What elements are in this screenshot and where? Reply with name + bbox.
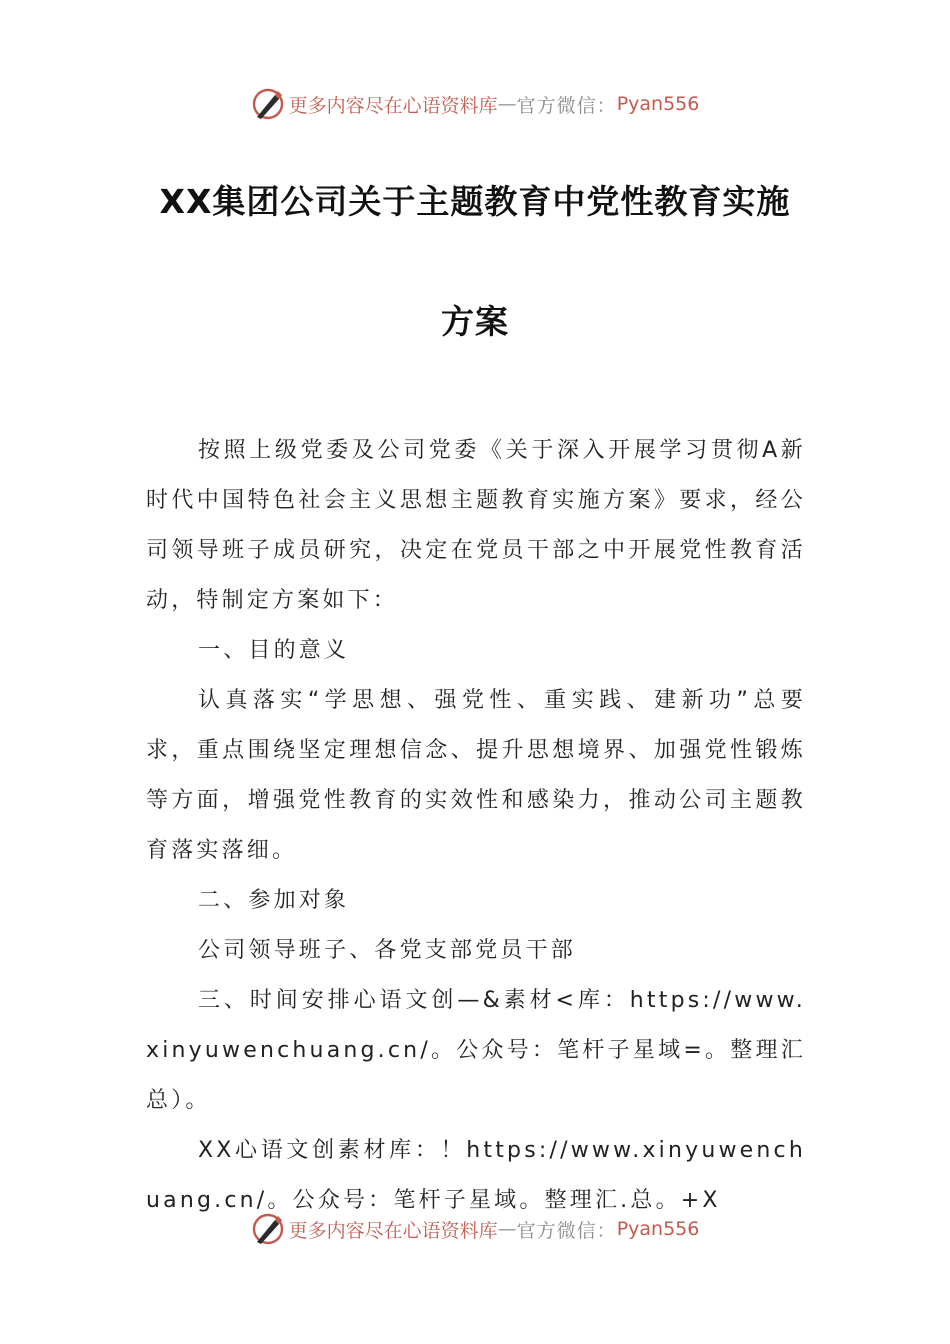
footer-wechat-id: Pyan556 — [616, 1218, 700, 1240]
paragraph-intro: 按照上级党委及公司党委《关于深入开展学习贯彻A新时代中国特色社会主义思想主题教育实施方案》要求，经公司领导班子成员研究，决定在党员干部之中开展党性教育活动，特制定方案如下： — [146, 438, 806, 613]
header-brand-text: 更多内容尽在心语资料库 — [288, 94, 498, 117]
paragraph-participants: 公司领导班子、各党支部党员干部 — [198, 938, 577, 963]
document-body — [146, 426, 806, 1226]
footer-wechat-label: 官方微信： — [516, 1219, 617, 1242]
header-wechat-id: Pyan556 — [616, 93, 700, 115]
pen-logo-icon — [251, 1212, 285, 1246]
section-heading-participants: 二、参加对象 — [198, 888, 350, 913]
section-heading-purpose: 一、目的意义 — [198, 638, 350, 663]
footer-brand-text: 更多内容尽在心语资料库 — [288, 1219, 498, 1242]
paragraph-watermark-note: XX心语文创素材库：！https://www.xinyuwenchuang.cn/。公众号：笔杆子星域。整理汇.总。+X — [146, 1138, 806, 1213]
document-title-line-1: XX集团公司关于主题教育中党性教育实施 — [159, 182, 791, 221]
document-title-line-2: 方案 — [441, 302, 509, 341]
section-heading-schedule: 三、时间安排心语文创—&素材<库：https://www.xinyuwenchuang.cn/。公众号：笔杆子星域=。整理汇总）。 — [146, 988, 806, 1113]
footer-banner — [0, 1209, 950, 1249]
footer-dash: — — [497, 1218, 517, 1240]
header-wechat-label: 官方微信： — [516, 94, 617, 117]
header-banner — [0, 84, 950, 124]
paragraph-purpose: 认真落实“学思想、强党性、重实践、建新功”总要求，重点围绕坚定理想信念、提升思想境界、加强党性锻炼等方面，增强党性教育的实效性和感染力，推动公司主题教育落实落细。 — [146, 688, 806, 863]
pen-logo-icon — [251, 87, 285, 121]
header-dash: — — [497, 93, 517, 115]
